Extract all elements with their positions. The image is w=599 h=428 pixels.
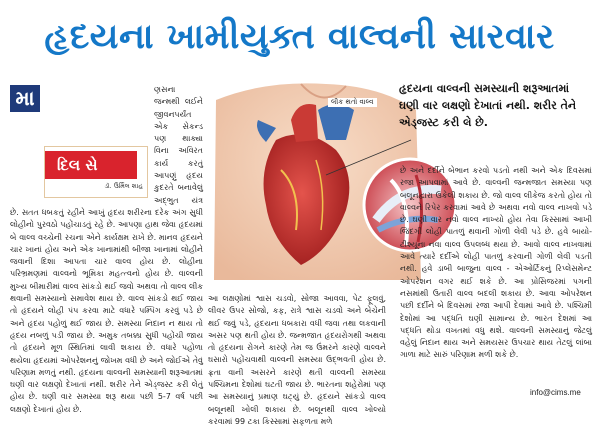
drop-cap: મા: [10, 85, 40, 112]
footer-email: info@cims.me: [530, 388, 581, 397]
column-left-text: ણસના જન્મથી લઈને જીવનપર્યંત એક સેકન્ડ પણ થાક્યા વિના અવિરત કાર્ય કરતું આપણું હૃદય કુદરતે બનાવેલું અદ્ભુત યંત્ર છે. સતત ધબકતું રહીને આખું હૃદય શરીરના દરેક અંગ સુધી લોહીનો પુરવઠો પહોંચાડતું રહે છે. આપણા હાથ જેવા હૃદયમાં બે વાલ્વ વચ્ચેની રચના એને કાર્યક્ષમ રાખે છે. માનવ હૃદયને ચાર ખાનાં હોય અને એક ખાનામાંથી બીજા ખાનામાં લોહીને જવાની દિશા આપતા ચાર વાલ્વ હોય છે. લોહીના પરિભ્રમણમાં વાલ્વનો ભૂમિકા મહત્ત્વનો હોય છે. વાલ્વની મુખ્ય બીમારીમાં વાલ્વ સાંકડો થઈ જવો અથવા તો વાલ્વ લીક થવાની સમસ્યાનો સમાવેશ થાય છે. વાલ્વ સાંકડો થઈ જાય તો હૃદયને લોહી પંપ કરવા માટે વધારે પમ્પિંગ કરવું પડે છે અને હૃદય પહોળું થઈ જાય છે. સમસ્યા નિદાન ન થાય તો હૃદય નબળું પડી જાય છે. અમુક તબક્કા સુધી પહોંચી જાય તો હૃદયને મૂળ સ્થિતિમાં લાવી શકાય છે. વધારે પહોળા થયેલા હૃદયમાં ઓપરેશનનું જોખમ વધી છે અને જોઈએ તેવું પરિણામ મળતું નથી. હૃદયના વાલ્વની સમસ્યાની શરૂઆતમાં ઘણી વાર લક્ષણો દેખાતાં નથી. શરીર તેને એડ્જસ્ટ કરી લેતું હોય છે. ઘણી વાર સમસ્યા શરૂ થયા પછી 5-7 વર્ષ પછી લક્ષણો દેખાતાં હોય છે.: [10, 85, 203, 414]
illustration-label: લીક થતો વાલ્વ: [328, 98, 377, 107]
article-headline: હૃદયના ખામીયુક્ત વાલ્વની સારવાર: [44, 17, 555, 57]
column-byline: ડૉ. ઉર્મિલ શાહ: [104, 181, 143, 190]
column-section-box: [44, 146, 148, 198]
article-column-left: [10, 84, 203, 414]
article-subheading: હૃદયના વાલ્વની સમસ્યાની શરૂઆતમાં ઘણી વાર લક્ષણો દેખાતાં નથી. શરીર તેને એડ્જસ્ટ કરી લે છે.: [399, 82, 577, 129]
article-column-middle: આ લક્ષણોમાં શ્વાસ ચડવો, સોજા આવવા, પેટ ફૂલવું, લીવર ઉપર સોજો, કફ, રાત્રે શ્વાસ ચડવો અને બેચેની થઈ જવું પડે, હૃદયના ધબકારા વધી જવા તથા લકવાની અસર પણ થતી હોય છે. જન્મજાત હૃદયરોગથી અથવા તો હૃદયના રોગને કારણે તેમ જ ઉંમરને કારણે વાલ્વને ઘસારો પહોંચવાથી વાલ્વની સમસ્યા ઉદ્ભવતી હોય છે. ફ્રતા વાની અસરને કારણે થતી વાલ્વની સમસ્યા પશ્ચિમના દેશોમાં ઘટતી જાય છે. ભારતના શહેરોમાં પણ આ સમસ્યાનું પ્રમાણ ઘટ્યું છે. હૃદયને સાંકડો વાલ્વ બલૂનથી ખોલી શકાય છે. બલૂનથી વાલ્વ ખોલ્યો કરવામાં 99 ટકા કિસ્સામાં સફળતા મળે: [208, 294, 386, 426]
column-section-title: દિલ સે: [45, 151, 137, 179]
article-column-right: છે અને દર્દીને બેભાન કરવો પડતો નથી અને એક દિવસમાં રજા આપવામાં આવે છે. વાલ્વની જન્મજાત સમસ્યા પણ બલૂનદ્વારા ઉકેલી શકાય છે. જો વાલ્વ લીકેજ કરતો હોય તો વાલ્વને રિપેર કરવામાં આવે છે અથવા નવો વાલ્વ નાખવો પડે છે. ઘણી વાર નવો વાલ્વ નાખ્યો હોય તેવા કિસ્સામાં આખી જિંદગી લોહી પાતળું થવાની ગોળી લેવી પડે છે. હવે બાયો-ટીશ્યૂના નવા વાલ્વ ઉપલબ્ધ થયા છે. આવો વાલ્વ નાખવામાં આવે ત્યારે દર્દીએ લોહી પાતળું કરવાની ગોળી લેવી પડતી નથી. હવે ડાબી બાજુના વાલ્વ - એઓર્ટિકનું રિપ્લેસમેન્ટ ઓપરેશન વગર થઈ શકે છે. આ પ્રોસિજરમાં પગની નસમાંથી ઉતારી વાલ્વ બદલી શકાય છે. આવા ઓપરેશન પછી દર્દીને બે દિવસમાં રજા આપી દેવામાં આવે છે. પશ્ચિમી દેશોમાં આ પદ્ધતિ ઘણી સામાન્ય છે. ભારત દેશમાં આ પદ્ધતિ થોડા વખતમાં વધુ થશે. વાલ્વની સમસ્યાનું જેટલું વહેલું નિદાન થાય અને સમયસર ઉપચાર થાય તેટલું લાંબા ગાળા માટે સારું પરિણામ મળી શકે છે.: [400, 166, 592, 360]
